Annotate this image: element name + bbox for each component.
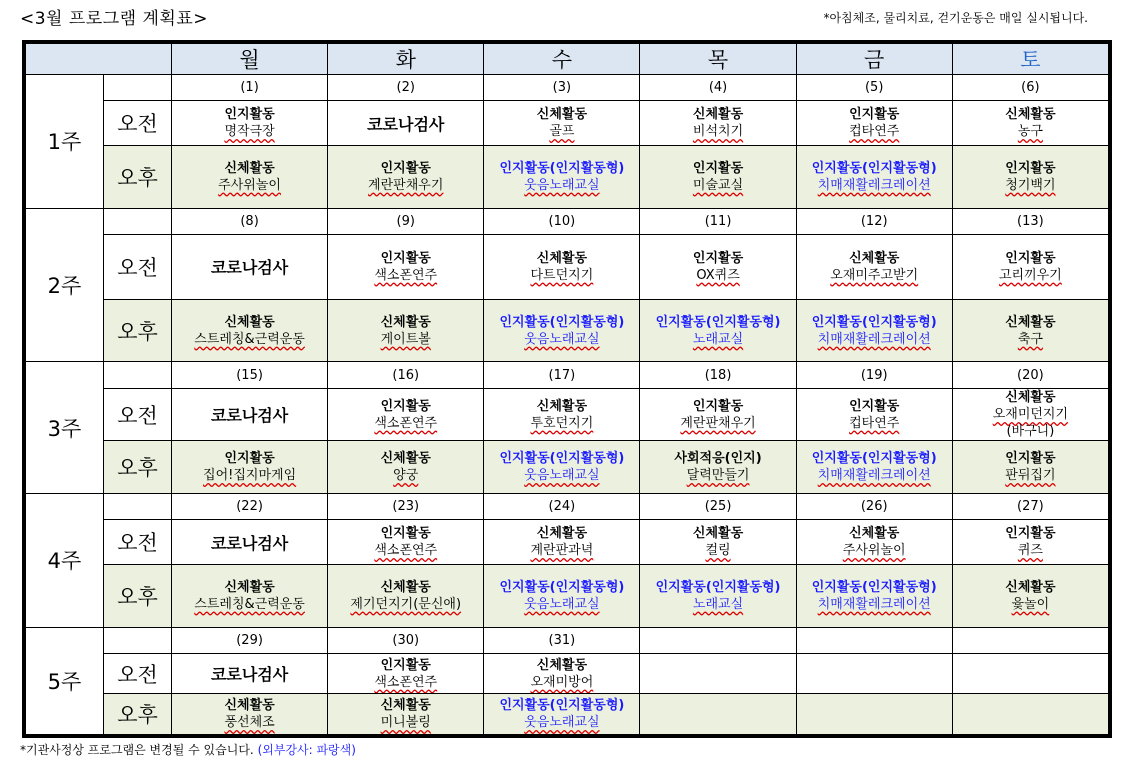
activity-name: 농구 xyxy=(1017,124,1043,140)
program-cell xyxy=(328,694,484,735)
date-number: (22) xyxy=(172,494,328,520)
activity-name: 투호던지기 xyxy=(530,415,594,431)
date-number: (19) xyxy=(796,362,952,388)
activity-name: 양궁 xyxy=(393,468,419,484)
activity-name: 오재미주고받기 xyxy=(830,267,919,283)
program-cell xyxy=(640,653,796,693)
activity-type: 인지활동 xyxy=(224,451,275,467)
activity-name: 오재미방어 xyxy=(530,674,594,690)
program-cell xyxy=(952,653,1108,693)
activity-type: 신체활동 xyxy=(380,451,431,467)
program-cell xyxy=(796,520,952,565)
program-cell xyxy=(640,299,796,362)
date-number: (11) xyxy=(640,208,796,234)
program-cell xyxy=(172,388,328,441)
activity-name: 색소폰연주 xyxy=(374,674,438,690)
activity-type: 신체활동 xyxy=(224,579,275,595)
program-cell xyxy=(484,145,640,208)
activity-type: 신체활동 xyxy=(536,250,587,266)
activity-type: 인지활동 xyxy=(380,526,431,542)
morning-row xyxy=(26,234,1109,299)
activity-type: 신체활동 xyxy=(1005,390,1056,406)
morning-label: 오전 xyxy=(104,388,172,441)
blank-cell xyxy=(104,362,172,388)
afternoon-row xyxy=(26,694,1109,735)
activity-type: 인지활동(인지활동형) xyxy=(811,451,937,467)
week-label: 5주 xyxy=(26,627,104,734)
schedule-frame xyxy=(22,40,1112,738)
footer-note xyxy=(20,741,356,758)
program-cell xyxy=(328,441,484,494)
activity-name: 명작극장 xyxy=(224,124,275,140)
activity-name: 스트레칭&근력운동 xyxy=(194,596,305,612)
afternoon-row xyxy=(26,441,1109,494)
morning-label: 오전 xyxy=(104,234,172,299)
activity-type: 신체활동 xyxy=(536,398,587,414)
activity-name: 퀴즈 xyxy=(1017,543,1043,559)
corner-cell xyxy=(26,44,172,75)
activity-name: 컬링 xyxy=(705,543,731,559)
program-cell xyxy=(796,653,952,693)
date-number: (29) xyxy=(172,627,328,653)
activity-type: 신체활동 xyxy=(224,698,275,714)
page-title: <3월 프로그램 계획표> xyxy=(20,9,208,29)
activity-name: 다트던지기 xyxy=(530,267,594,283)
day-header-saturday: 토 xyxy=(952,44,1108,75)
program-cell xyxy=(172,234,328,299)
morning-row xyxy=(26,653,1109,693)
activity-name: 계란판채우기 xyxy=(368,177,444,193)
date-row xyxy=(26,75,1109,101)
date-row xyxy=(26,494,1109,520)
program-cell xyxy=(952,441,1108,494)
activity-name: 청기백기 xyxy=(1005,177,1056,193)
date-number: (6) xyxy=(952,75,1108,101)
activity-detail: (바구니) xyxy=(1006,424,1055,440)
program-cell xyxy=(328,388,484,441)
morning-row xyxy=(26,388,1109,441)
program-cell xyxy=(172,145,328,208)
activity-name: 치매재활레크레이션 xyxy=(817,177,931,193)
program-cell xyxy=(952,234,1108,299)
program-cell xyxy=(952,520,1108,565)
program-cell xyxy=(172,564,328,627)
activity-name: 풍선체조 xyxy=(224,715,275,731)
program-cell xyxy=(796,694,952,735)
activity-name: 미술교실 xyxy=(692,177,744,193)
program-cell xyxy=(640,388,796,441)
afternoon-label: 오후 xyxy=(104,694,172,735)
activity-type: 사회적응(인지) xyxy=(674,451,762,467)
footer-main: *기관사정상 프로그램은 변경될 수 있습니다. xyxy=(20,743,254,757)
activity-type: 인지활동 xyxy=(1005,526,1056,542)
program-cell xyxy=(796,388,952,441)
date-number: (16) xyxy=(328,362,484,388)
activity-name: 색소폰연주 xyxy=(374,543,438,559)
activity-name: 컵타연주 xyxy=(849,124,900,140)
date-number: (5) xyxy=(796,75,952,101)
program-cell xyxy=(796,145,952,208)
date-number: (10) xyxy=(484,208,640,234)
activity-name: 스트레칭&근력운동 xyxy=(194,331,305,347)
activity-type: 인지활동 xyxy=(692,250,744,266)
daily-note: *아침체조, 물리치료, 걷기운동은 매일 실시됩니다. xyxy=(823,11,1088,25)
schedule-table xyxy=(25,43,1109,735)
date-number: (8) xyxy=(172,208,328,234)
week-label: 4주 xyxy=(26,494,104,628)
activity-name: 색소폰연주 xyxy=(374,415,438,431)
afternoon-label: 오후 xyxy=(104,564,172,627)
activity-name: 고리끼우기 xyxy=(998,267,1062,283)
afternoon-label: 오후 xyxy=(104,299,172,362)
program-cell xyxy=(640,101,796,146)
program-cell xyxy=(952,564,1108,627)
activity-type: 신체활동 xyxy=(380,698,431,714)
activity-type: 인지활동 xyxy=(224,107,275,123)
activity-name: OX퀴즈 xyxy=(696,267,740,283)
program-cell xyxy=(328,520,484,565)
activity-type: 인지활동 xyxy=(380,398,431,414)
program-cell xyxy=(172,441,328,494)
date-number xyxy=(796,627,952,653)
program-cell xyxy=(640,441,796,494)
activity-name: 골프 xyxy=(549,124,575,140)
program-cell xyxy=(172,299,328,362)
date-row xyxy=(26,627,1109,653)
date-number: (15) xyxy=(172,362,328,388)
date-number xyxy=(952,627,1108,653)
activity-type: 신체활동 xyxy=(536,526,587,542)
date-row xyxy=(26,362,1109,388)
program-cell xyxy=(484,694,640,735)
activity-name: 주사위놀이 xyxy=(218,177,281,193)
week-label: 1주 xyxy=(26,75,104,209)
day-header: 목 xyxy=(640,44,796,75)
schedule-body xyxy=(26,75,1109,735)
morning-label: 오전 xyxy=(104,653,172,693)
day-header: 금 xyxy=(796,44,952,75)
date-number: (24) xyxy=(484,494,640,520)
date-number: (23) xyxy=(328,494,484,520)
program-cell xyxy=(172,694,328,735)
program-title: 코로나검사 xyxy=(210,533,289,553)
date-number xyxy=(640,627,796,653)
program-cell xyxy=(172,101,328,146)
activity-name: 달력만들기 xyxy=(686,468,750,484)
program-cell xyxy=(484,520,640,565)
activity-type: 신체활동 xyxy=(380,314,431,330)
activity-type: 신체활동 xyxy=(1005,314,1056,330)
activity-name: 치매재활레크레이션 xyxy=(817,468,931,484)
activity-name: 오재미던지기 xyxy=(992,407,1069,423)
activity-type: 인지활동(인지활동형) xyxy=(655,314,781,330)
activity-type: 인지활동(인지활동형) xyxy=(811,314,937,330)
program-title: 코로나검사 xyxy=(210,258,289,278)
date-number: (13) xyxy=(952,208,1108,234)
program-cell xyxy=(484,234,640,299)
activity-type: 인지활동(인지활동형) xyxy=(499,160,625,176)
program-cell xyxy=(640,564,796,627)
morning-label: 오전 xyxy=(104,520,172,565)
day-header: 화 xyxy=(328,44,484,75)
program-title: 코로나검사 xyxy=(210,665,289,685)
activity-name: 치매재활레크레이션 xyxy=(817,596,931,612)
activity-name: 웃음노래교실 xyxy=(524,715,600,731)
activity-name: 윷놀이 xyxy=(1011,596,1050,612)
program-cell xyxy=(484,653,640,693)
program-cell xyxy=(952,694,1108,735)
program-cell xyxy=(640,520,796,565)
activity-type: 신체활동 xyxy=(536,657,587,673)
program-cell xyxy=(328,564,484,627)
program-cell xyxy=(952,299,1108,362)
program-cell xyxy=(640,145,796,208)
week-label: 2주 xyxy=(26,208,104,362)
activity-type: 신체활동 xyxy=(224,160,275,176)
activity-type: 신체활동 xyxy=(1005,579,1056,595)
program-cell xyxy=(796,101,952,146)
activity-type: 신체활동 xyxy=(692,107,744,123)
activity-type: 신체활동 xyxy=(1005,107,1056,123)
activity-name: 웃음노래교실 xyxy=(524,468,600,484)
activity-type: 인지활동(인지활동형) xyxy=(499,314,625,330)
date-row xyxy=(26,208,1109,234)
day-header: 월 xyxy=(172,44,328,75)
date-number: (25) xyxy=(640,494,796,520)
activity-type: 신체활동 xyxy=(536,107,587,123)
blank-cell xyxy=(104,75,172,101)
activity-type: 인지활동(인지활동형) xyxy=(811,160,937,176)
activity-name: 제기던지기(문신애) xyxy=(350,596,462,612)
program-cell xyxy=(484,564,640,627)
activity-name: 계란판채우기 xyxy=(680,415,756,431)
activity-type: 인지활동 xyxy=(1005,160,1056,176)
afternoon-row xyxy=(26,299,1109,362)
blank-cell xyxy=(104,494,172,520)
activity-type: 인지활동 xyxy=(380,250,431,266)
date-number: (18) xyxy=(640,362,796,388)
activity-type: 신체활동 xyxy=(692,526,744,542)
program-title: 코로나검사 xyxy=(367,114,445,134)
program-cell xyxy=(484,441,640,494)
day-header-row xyxy=(26,44,1109,75)
date-number: (9) xyxy=(328,208,484,234)
activity-name: 주사위놀이 xyxy=(842,543,906,559)
day-header: 수 xyxy=(484,44,640,75)
program-cell xyxy=(328,145,484,208)
activity-name: 색소폰연주 xyxy=(374,267,438,283)
activity-type: 인지활동 xyxy=(692,398,744,414)
activity-name: 집어!집지마게임 xyxy=(203,468,297,484)
activity-type: 인지활동(인지활동형) xyxy=(499,698,625,714)
activity-name: 미니볼링 xyxy=(380,715,431,731)
blank-cell xyxy=(104,627,172,653)
activity-type: 인지활동 xyxy=(1005,250,1056,266)
morning-row xyxy=(26,101,1109,146)
activity-type: 신체활동 xyxy=(380,579,431,595)
date-number: (27) xyxy=(952,494,1108,520)
activity-type: 인지활동(인지활동형) xyxy=(655,579,781,595)
program-cell xyxy=(328,299,484,362)
date-number: (12) xyxy=(796,208,952,234)
activity-type: 인지활동(인지활동형) xyxy=(499,451,625,467)
activity-type: 인지활동(인지활동형) xyxy=(811,579,937,595)
program-cell xyxy=(328,234,484,299)
activity-type: 신체활동 xyxy=(849,250,900,266)
afternoon-row xyxy=(26,564,1109,627)
activity-type: 인지활동 xyxy=(380,657,431,673)
activity-name: 비석치기 xyxy=(692,124,744,140)
program-cell xyxy=(796,299,952,362)
program-title: 코로나검사 xyxy=(210,406,289,426)
footer-legend: (외부강사: 파랑색) xyxy=(257,743,356,757)
activity-name: 컵타연주 xyxy=(849,415,900,431)
activity-name: 치매재활레크레이션 xyxy=(817,331,931,347)
program-cell xyxy=(952,145,1108,208)
program-cell xyxy=(796,234,952,299)
date-number: (3) xyxy=(484,75,640,101)
activity-type: 인지활동 xyxy=(849,398,900,414)
program-cell xyxy=(172,653,328,693)
program-cell xyxy=(328,653,484,693)
program-cell xyxy=(484,388,640,441)
afternoon-row xyxy=(26,145,1109,208)
activity-name: 웃음노래교실 xyxy=(524,177,600,193)
activity-type: 인지활동 xyxy=(380,160,431,176)
activity-type: 신체활동 xyxy=(849,526,900,542)
activity-name: 게이트볼 xyxy=(380,331,431,347)
activity-name: 웃음노래교실 xyxy=(524,331,600,347)
program-cell xyxy=(328,101,484,146)
activity-name: 판뒤집기 xyxy=(1005,468,1056,484)
activity-name: 노래교실 xyxy=(692,331,744,347)
date-number: (30) xyxy=(328,627,484,653)
date-number: (31) xyxy=(484,627,640,653)
program-cell xyxy=(796,564,952,627)
program-cell xyxy=(796,441,952,494)
program-cell xyxy=(952,101,1108,146)
blank-cell xyxy=(104,208,172,234)
week-label: 3주 xyxy=(26,362,104,494)
activity-name: 계란판과녁 xyxy=(530,543,594,559)
morning-row xyxy=(26,520,1109,565)
date-number: (20) xyxy=(952,362,1108,388)
activity-name: 축구 xyxy=(1017,331,1043,347)
activity-type: 인지활동(인지활동형) xyxy=(499,579,625,595)
program-cell xyxy=(484,101,640,146)
activity-type: 인지활동 xyxy=(692,160,744,176)
date-number: (2) xyxy=(328,75,484,101)
activity-name: 웃음노래교실 xyxy=(524,596,600,612)
date-number: (1) xyxy=(172,75,328,101)
afternoon-label: 오후 xyxy=(104,441,172,494)
activity-type: 신체활동 xyxy=(224,314,275,330)
program-cell xyxy=(484,299,640,362)
afternoon-label: 오후 xyxy=(104,145,172,208)
date-number: (26) xyxy=(796,494,952,520)
program-cell xyxy=(640,694,796,735)
program-cell xyxy=(952,388,1108,441)
activity-type: 인지활동 xyxy=(849,107,900,123)
morning-label: 오전 xyxy=(104,101,172,146)
activity-type: 인지활동 xyxy=(1005,451,1056,467)
program-cell xyxy=(172,520,328,565)
activity-name: 노래교실 xyxy=(692,596,744,612)
date-number: (17) xyxy=(484,362,640,388)
program-cell xyxy=(640,234,796,299)
date-number: (4) xyxy=(640,75,796,101)
